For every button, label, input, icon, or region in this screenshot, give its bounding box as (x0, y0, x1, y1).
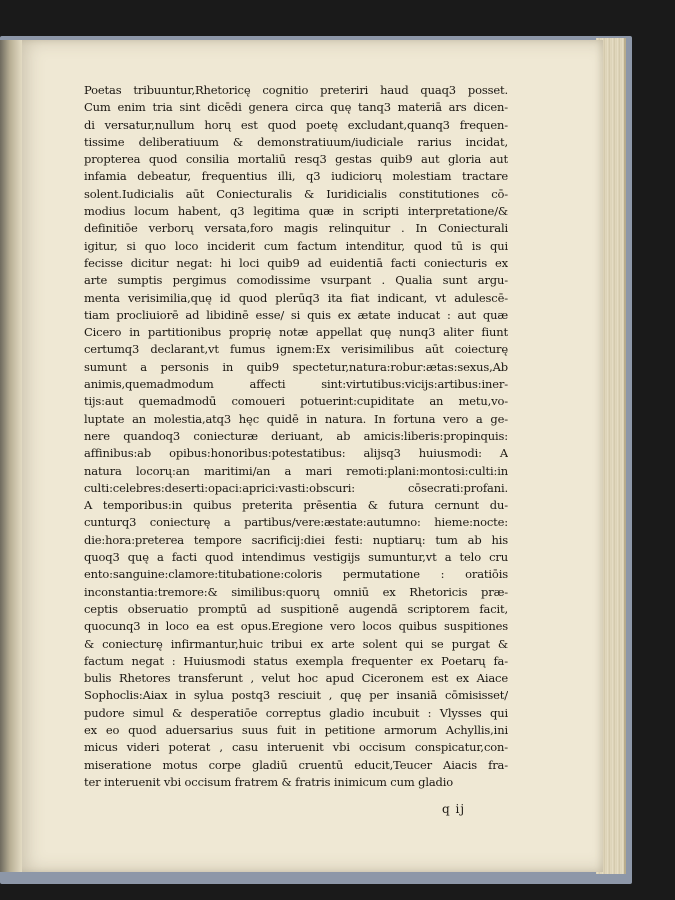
text-line: affinibus:ab opibus:honoribus:potestatibus: alijsq3 huiusmodi: A (84, 446, 508, 461)
text-line: ex eo quod aduersarius suus fuit in petitione armorum Achyllis,ini (84, 722, 508, 737)
text-line: Poetas tribuuntur,Rhetoricę cognitio preteriri haud quaq3 posset. (84, 83, 508, 97)
text-line: igitur, si quo loco inciderit cum factum intenditur, quod tū is qui (84, 238, 508, 253)
text-line: & coniecturę infirmantur,huic tribui ex arte solent qui se purgat & (84, 636, 508, 651)
text-line: sumunt a personis in quib9 spectetur,natura:robur:ætas:sexus,Ab (84, 359, 508, 374)
text-line: Cum enim tria sint dicēdi genera circa quę tanq3 materiā ars dicen- (84, 100, 508, 115)
text-line: die:hora:preterea tempore sacrificij:diei festi: nuptiarų: tum ab his (84, 532, 508, 547)
text-line: menta verisimilia,quę id quod plerūq3 ita fiat indicant, vt adulescē- (84, 290, 508, 305)
text-line: quoq3 quę a facti quod intendimus vestigijs sumuntur,vt a telo cru (84, 550, 508, 565)
text-line: micus videri poterat , casu interuenit vbi occisum conspicatur,con- (84, 740, 508, 755)
text-line: quocunq3 in loco ea est opus.Eregione vero locos quibus suspitiones (84, 619, 508, 634)
text-line: nere quandoq3 coniecturæ deriuant, ab amicis:liberis:propinquis: (84, 428, 508, 443)
text-line: ter interuenit vbi occisum fratrem & fratris inimicum cum gladio (84, 774, 454, 789)
text-line: ento:sanguine:clamore:titubatione:coloris permutatione : oratiōis (84, 567, 508, 582)
text-line: modius locum habent, q3 legitima quæ in scripti interpretatione/& (84, 204, 508, 219)
text-line: arte sumptis pergimus comodissime vsurpant . Qualia sunt argu- (84, 273, 508, 288)
text-line: A temporibus:in quibus preterita prēsentia & futura cernunt du- (84, 498, 508, 513)
signature-mark: q ij (442, 802, 466, 816)
body-text (84, 82, 508, 791)
text-line: inconstantia:tremore:& similibus:quorų omniū ex Rhetoricis præ- (84, 584, 508, 599)
text-line: tissime deliberatiuum & demonstratiuum/iudiciale rarius incidat, (84, 134, 508, 149)
text-line: culti:celebres:deserti:opaci:aprici:vasti:obscuri: cōsecrati:profani. (84, 480, 508, 495)
text-line: tiam procliuiorē ad libidinē esse/ si quis ex ætate inducat : aut quæ (84, 307, 508, 322)
text-line: propterea quod consilia mortaliū resq3 gestas quib9 aut gloria aut (84, 152, 508, 167)
text-line: certumq3 declarant,vt fumus ignem:Ex verisimilibus aūt coiecturę (84, 342, 508, 357)
book-page (18, 40, 603, 872)
text-line: definitiōe verborų versata,foro magis relinquitur . In Coniecturali (84, 221, 508, 236)
text-line: miseratione motus corpe gladiū cruentū educit,Teucer Aiacis fra- (84, 757, 508, 772)
text-line: pudore simul & desperatiōe correptus gladio incubuit : Vlysses qui (84, 705, 508, 720)
text-line: factum negat : Huiusmodi status exempla frequenter ex Poetarų fa- (84, 653, 508, 668)
text-line: Sophoclis:Aiax in sylua postq3 resciuit , quę per insaniā cōmisisset/ (84, 688, 508, 703)
text-line: ceptis obseruatio promptū ad suspitionē augendā scriptorem facit, (84, 601, 508, 616)
text-line: fecisse dicitur negat: hi loci quib9 ad euidentiā facti coniecturis ex (84, 255, 508, 270)
text-line: tijs:aut quemadmodū comoueri potuerint:cupiditate an metu,vo- (84, 394, 508, 409)
text-line: solent.Iudicialis aūt Coniecturalis & Iuridicialis constitutiones cō- (84, 186, 508, 201)
binding-gutter (0, 40, 22, 872)
text-line: luptate an molestia,atq3 hęc quidē in natura. In fortuna vero a ge- (84, 411, 508, 426)
text-line: cunturq3 coniecturę a partibus/vere:æstate:autumno: hieme:nocte: (84, 515, 508, 530)
text-line: bulis Rhetores transferunt , velut hoc apud Ciceronem est ex Aiace (84, 671, 508, 686)
text-line: animis,quemadmodum affecti sint:virtutibus:vicijs:artibus:iner- (84, 377, 508, 392)
text-line: natura locorų:an maritimi/an a mari remoti:plani:montosi:culti:in (84, 463, 508, 478)
text-line: infamia debeatur, frequentius illi, q3 iudiciorų molestiam tractare (84, 169, 508, 184)
text-line: Cicero in partitionibus proprię notæ appellat quę nunq3 aliter fiunt (84, 325, 508, 340)
text-line: di versatur,nullum horų est quod poetę excludant,quanq3 frequen- (84, 117, 508, 132)
